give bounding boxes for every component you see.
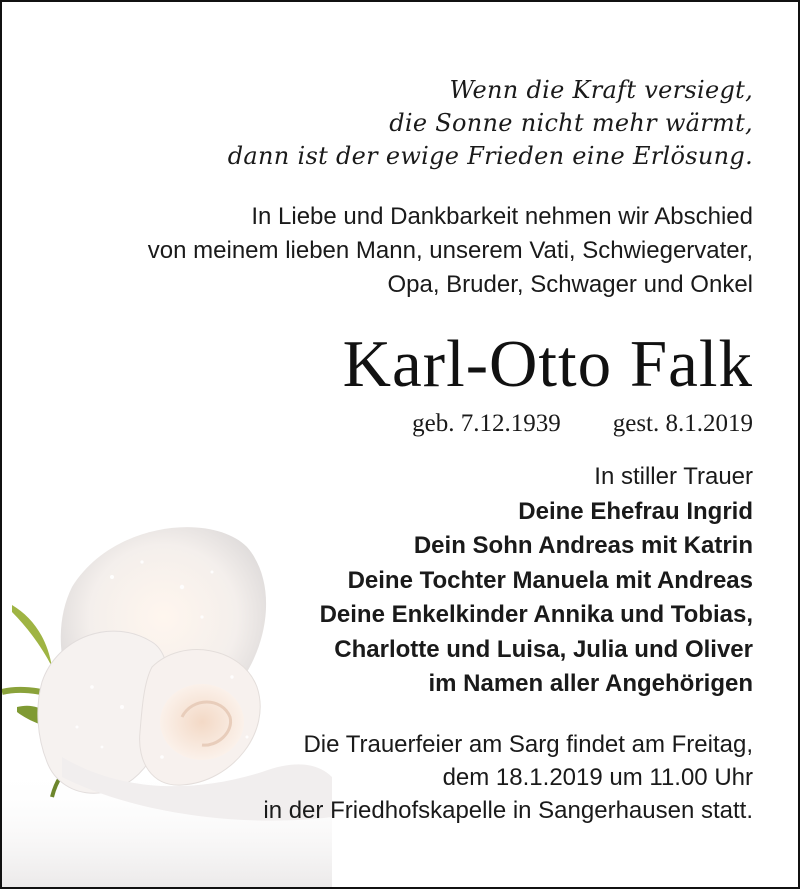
birth-date: geb. 7.12.1939 xyxy=(412,410,561,437)
mourner-line: Deine Enkelkinder Annika und Tobias, xyxy=(319,601,753,628)
death-date: gest. 8.1.2019 xyxy=(612,410,753,437)
mourner-line: Dein Sohn Andreas mit Katrin xyxy=(413,532,753,559)
intro-line: von meinem lieben Mann, unserem Vati, Schwiegervater, xyxy=(147,237,753,264)
mourner-line: Charlotte und Luisa, Julia und Oliver xyxy=(334,635,753,663)
mourning-heading: In stiller Trauer xyxy=(594,463,753,490)
deceased-name: Karl-Otto Falk xyxy=(342,327,753,401)
intro-line: In Liebe und Dankbarkeit nehmen wir Abschied xyxy=(251,203,753,230)
poem-line: die Sonne nicht mehr wärmt, xyxy=(389,109,753,137)
mourner-line: im Namen aller Angehörigen xyxy=(428,670,753,697)
farewell-intro xyxy=(148,200,753,302)
mourners-list xyxy=(320,460,753,702)
mourner-line: Deine Ehefrau Ingrid xyxy=(518,497,753,525)
service-line: dem 18.1.2019 um 11.00 Uhr xyxy=(442,764,753,791)
intro-line: Opa, Bruder, Schwager und Onkel xyxy=(387,271,753,298)
mourner-line: Deine Tochter Manuela mit Andreas xyxy=(347,566,753,594)
poem xyxy=(228,74,753,173)
poem-line: Wenn die Kraft versiegt, xyxy=(449,76,753,104)
service-line: in der Friedhofskapelle in Sangerhausen statt. xyxy=(263,797,753,824)
funeral-service-info xyxy=(263,728,753,827)
poem-line: dann ist der ewige Frieden eine Erlösung. xyxy=(227,142,753,170)
life-dates xyxy=(412,407,753,441)
white-rose-image xyxy=(2,517,332,887)
service-line: Die Trauerfeier am Sarg findet am Freitag, xyxy=(303,731,753,758)
